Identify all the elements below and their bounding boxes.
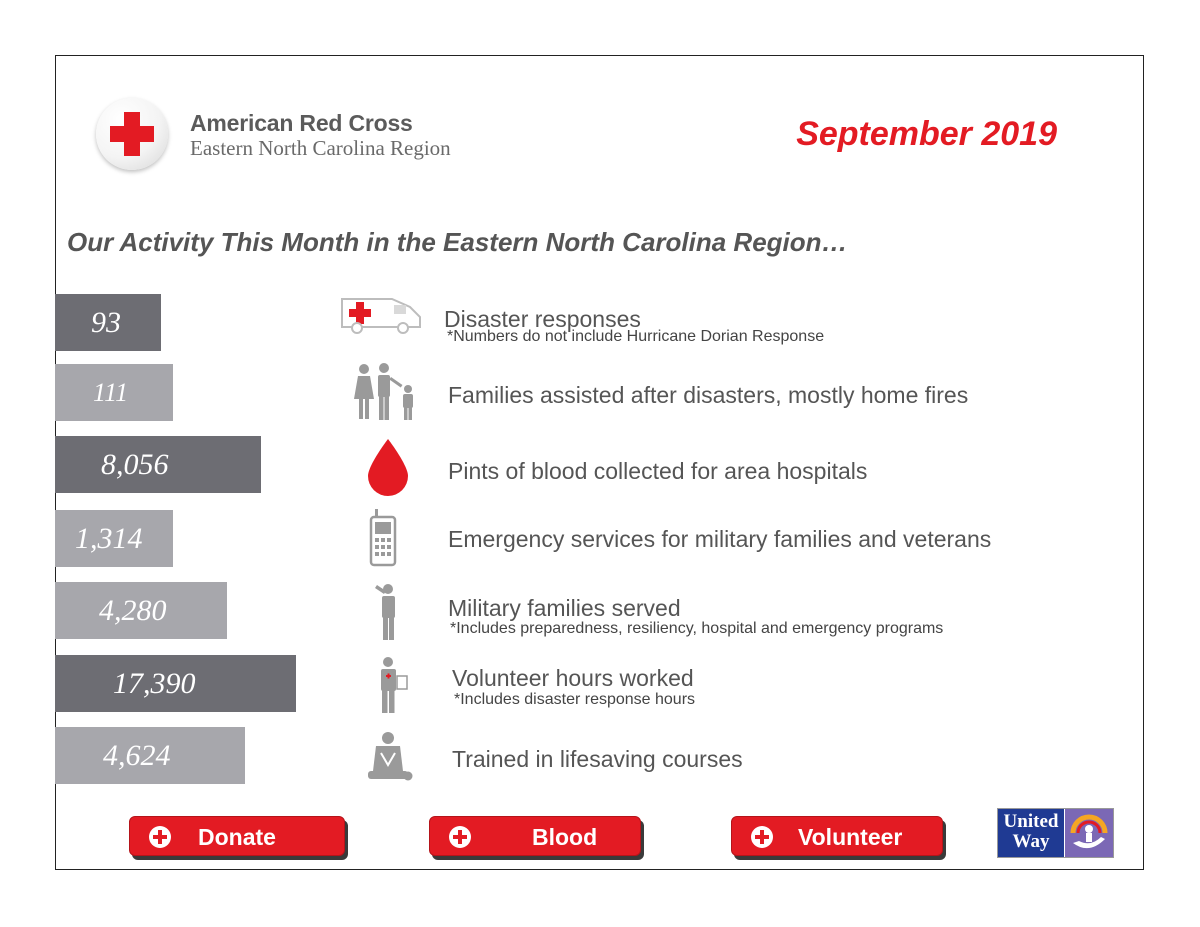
stat-bar-disaster-responses	[55, 294, 161, 351]
saluting-person-icon	[374, 583, 404, 641]
stat-note-volunteer-hours: *Includes disaster response hours	[454, 691, 696, 708]
blood-button[interactable]	[429, 816, 641, 856]
phone-icon	[369, 509, 397, 567]
region-name: Eastern North Carolina Region	[190, 136, 451, 160]
stat-value: 4,624	[103, 738, 171, 772]
volunteer-icon	[376, 656, 410, 714]
stat-label-families-assisted: Families assisted after disasters, mostly home fires	[448, 382, 969, 408]
donate-button-label: Donate	[198, 824, 276, 850]
united-way-logo[interactable]	[997, 808, 1114, 858]
stat-label-emergency-services: Emergency services for military families and veterans	[448, 526, 992, 552]
stat-bar-blood-pints	[55, 436, 261, 493]
plus-circle-icon	[750, 825, 774, 849]
stat-value: 17,390	[113, 666, 196, 700]
plus-circle-icon	[148, 825, 172, 849]
report-month: September 2019	[796, 115, 1057, 153]
stat-label-military-families: Military families served	[448, 595, 681, 621]
plus-circle-icon	[448, 825, 472, 849]
red-cross-logo	[96, 98, 168, 170]
blood-drop-icon	[366, 437, 410, 497]
stat-label-disaster-responses: Disaster responses	[444, 306, 641, 332]
stat-value: 4,280	[99, 593, 167, 627]
stat-label-blood-pints: Pints of blood collected for area hospitals	[448, 458, 868, 484]
volunteer-button-label: Volunteer	[798, 824, 903, 850]
volunteer-button[interactable]	[731, 816, 943, 856]
family-icon	[350, 363, 422, 421]
donate-button[interactable]	[129, 816, 345, 856]
stat-bar-emergency-services	[55, 510, 173, 567]
stat-value: 8,056	[101, 447, 169, 481]
stat-bar-military-families	[55, 582, 227, 639]
org-name: American Red Cross	[190, 110, 413, 136]
stat-value: 93	[91, 305, 121, 339]
stat-bar-volunteer-hours	[55, 655, 296, 712]
united-way-hand-icon	[1065, 809, 1113, 857]
united-way-line1: United	[1003, 811, 1059, 832]
stat-label-trained-courses: Trained in lifesaving courses	[452, 746, 743, 772]
blood-button-label: Blood	[532, 824, 598, 850]
united-way-wordmark	[998, 809, 1064, 857]
ambulance-icon	[340, 293, 422, 335]
stat-note-disaster-responses: *Numbers do not include Hurricane Dorian Response	[447, 328, 825, 345]
cpr-icon	[366, 731, 414, 783]
united-way-line2: Way	[1012, 831, 1050, 852]
red-cross-icon	[96, 98, 168, 170]
stat-value: 111	[93, 377, 129, 407]
stat-value: 1,314	[75, 521, 143, 555]
stat-bar-trained-courses	[55, 727, 245, 784]
stat-bar-families-assisted	[55, 364, 173, 421]
page-headline: Our Activity This Month in the Eastern North Carolina Region…	[67, 227, 848, 257]
stat-label-volunteer-hours: Volunteer hours worked	[452, 665, 694, 691]
stat-note-military-families: *Includes preparedness, resiliency, hospital and emergency programs	[450, 620, 944, 637]
